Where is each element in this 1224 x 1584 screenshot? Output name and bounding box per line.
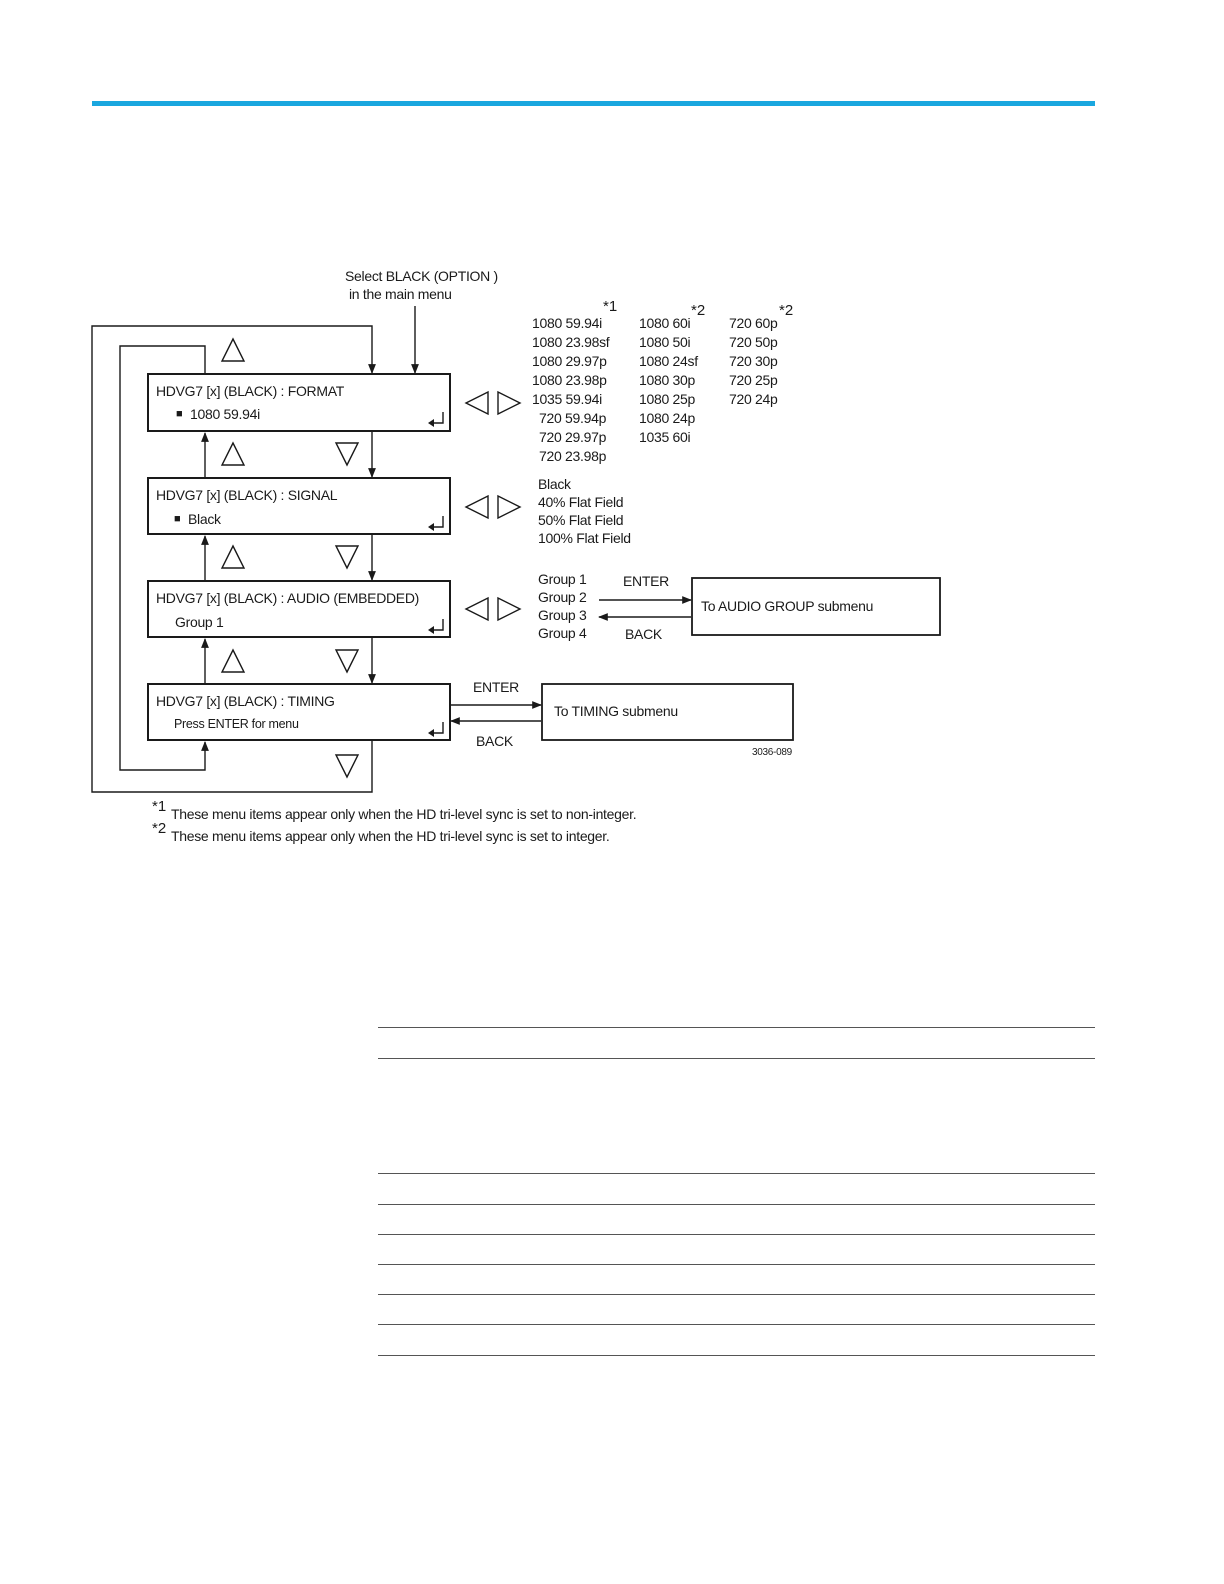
timing-menu-value: Press ENTER for menu: [174, 717, 299, 731]
audio-back-label: BACK: [625, 626, 662, 642]
format-option: 720 60p: [729, 315, 778, 331]
footnote-2-text: These menu items appear only when the HD tri-level sync is set to integer.: [171, 828, 610, 844]
format-option: 720 59.94p: [539, 410, 607, 426]
up-button-icon: [222, 443, 244, 465]
down-button-icon: [336, 755, 358, 777]
signal-option: 100% Flat Field: [538, 530, 631, 546]
audio-enter-label: ENTER: [623, 573, 669, 589]
table-rule: [378, 1294, 1095, 1295]
left-button-icon: [466, 392, 488, 414]
timing-menu-title: HDVG7 [x] (BLACK) : TIMING: [156, 693, 335, 709]
footnote-1-marker: *1: [152, 798, 167, 815]
right-button-icon: [498, 598, 520, 620]
table-rule: [378, 1173, 1095, 1174]
audio-submenu-label: To AUDIO GROUP submenu: [701, 598, 874, 614]
format-option: 1080 59.94i: [532, 315, 602, 331]
timing-submenu-label: To TIMING submenu: [554, 703, 678, 719]
format-selected-marker: ■: [176, 408, 183, 420]
table-rule: [378, 1234, 1095, 1235]
format-option: 1080 29.97p: [532, 353, 607, 369]
right-button-icon: [498, 392, 520, 414]
footnote-2-marker: *2: [152, 820, 167, 837]
format-option: 1035 59.94i: [532, 391, 602, 407]
format-col3: [729, 314, 778, 409]
format-option: 720 29.97p: [539, 429, 607, 445]
format-option: 1080 23.98p: [532, 372, 607, 388]
entry-note-line1: Select BLACK (OPTION ): [345, 268, 498, 284]
up-button-icon: [222, 650, 244, 672]
entry-note-line2: in the main menu: [349, 286, 452, 302]
left-button-icon: [466, 496, 488, 518]
audio-option: Group 4: [538, 625, 587, 641]
table-rule: [378, 1355, 1095, 1356]
format-option: 1035 60i: [639, 429, 691, 445]
format-col1-marker: *1: [603, 298, 618, 315]
right-button-icon: [498, 496, 520, 518]
format-col1: [532, 314, 609, 466]
down-button-icon: [336, 443, 358, 465]
format-menu-title: HDVG7 [x] (BLACK) : FORMAT: [156, 383, 344, 399]
table-rule: [378, 1058, 1095, 1059]
table-rule: [378, 1027, 1095, 1028]
audio-options: [538, 570, 587, 642]
format-option: 1080 30p: [639, 372, 695, 388]
footnote-1-text: These menu items appear only when the HD tri-level sync is set to non-integer.: [171, 806, 637, 822]
signal-menu-value: Black: [188, 511, 221, 527]
audio-option: Group 2: [538, 589, 587, 605]
audio-option: Group 1: [538, 571, 587, 587]
signal-options: [538, 475, 631, 547]
up-button-icon: [222, 546, 244, 568]
figure-id: 3036-089: [752, 747, 792, 758]
down-button-icon: [336, 650, 358, 672]
format-option: 1080 24sf: [639, 353, 698, 369]
timing-back-label: BACK: [476, 733, 513, 749]
left-button-icon: [466, 598, 488, 620]
format-option: 720 23.98p: [539, 448, 607, 464]
format-option: 1080 24p: [639, 410, 695, 426]
format-option: 1080 50i: [639, 334, 691, 350]
format-option: 1080 60i: [639, 315, 691, 331]
format-option: 720 24p: [729, 391, 778, 407]
up-button-icon: [222, 339, 244, 361]
table-rule: [378, 1204, 1095, 1205]
format-option: 720 30p: [729, 353, 778, 369]
signal-selected-marker: ■: [174, 513, 181, 525]
format-option: 1080 23.98sf: [532, 334, 610, 350]
audio-option: Group 3: [538, 607, 587, 623]
format-col3-marker: *2: [779, 302, 794, 319]
format-option: 1080 25p: [639, 391, 695, 407]
signal-option: Black: [538, 476, 571, 492]
signal-menu-title: HDVG7 [x] (BLACK) : SIGNAL: [156, 487, 338, 503]
format-option: 720 50p: [729, 334, 778, 350]
down-button-icon: [336, 546, 358, 568]
format-menu-value: 1080 59.94i: [190, 406, 260, 422]
signal-option: 50% Flat Field: [538, 512, 624, 528]
format-option: 720 25p: [729, 372, 778, 388]
timing-enter-label: ENTER: [473, 679, 519, 695]
audio-menu-value: Group 1: [175, 614, 224, 630]
format-col2: [639, 314, 698, 447]
signal-option: 40% Flat Field: [538, 494, 624, 510]
audio-menu-title: HDVG7 [x] (BLACK) : AUDIO (EMBEDDED): [156, 590, 420, 606]
table-rule: [378, 1264, 1095, 1265]
format-col2-marker: *2: [691, 302, 706, 319]
table-rule: [378, 1324, 1095, 1325]
